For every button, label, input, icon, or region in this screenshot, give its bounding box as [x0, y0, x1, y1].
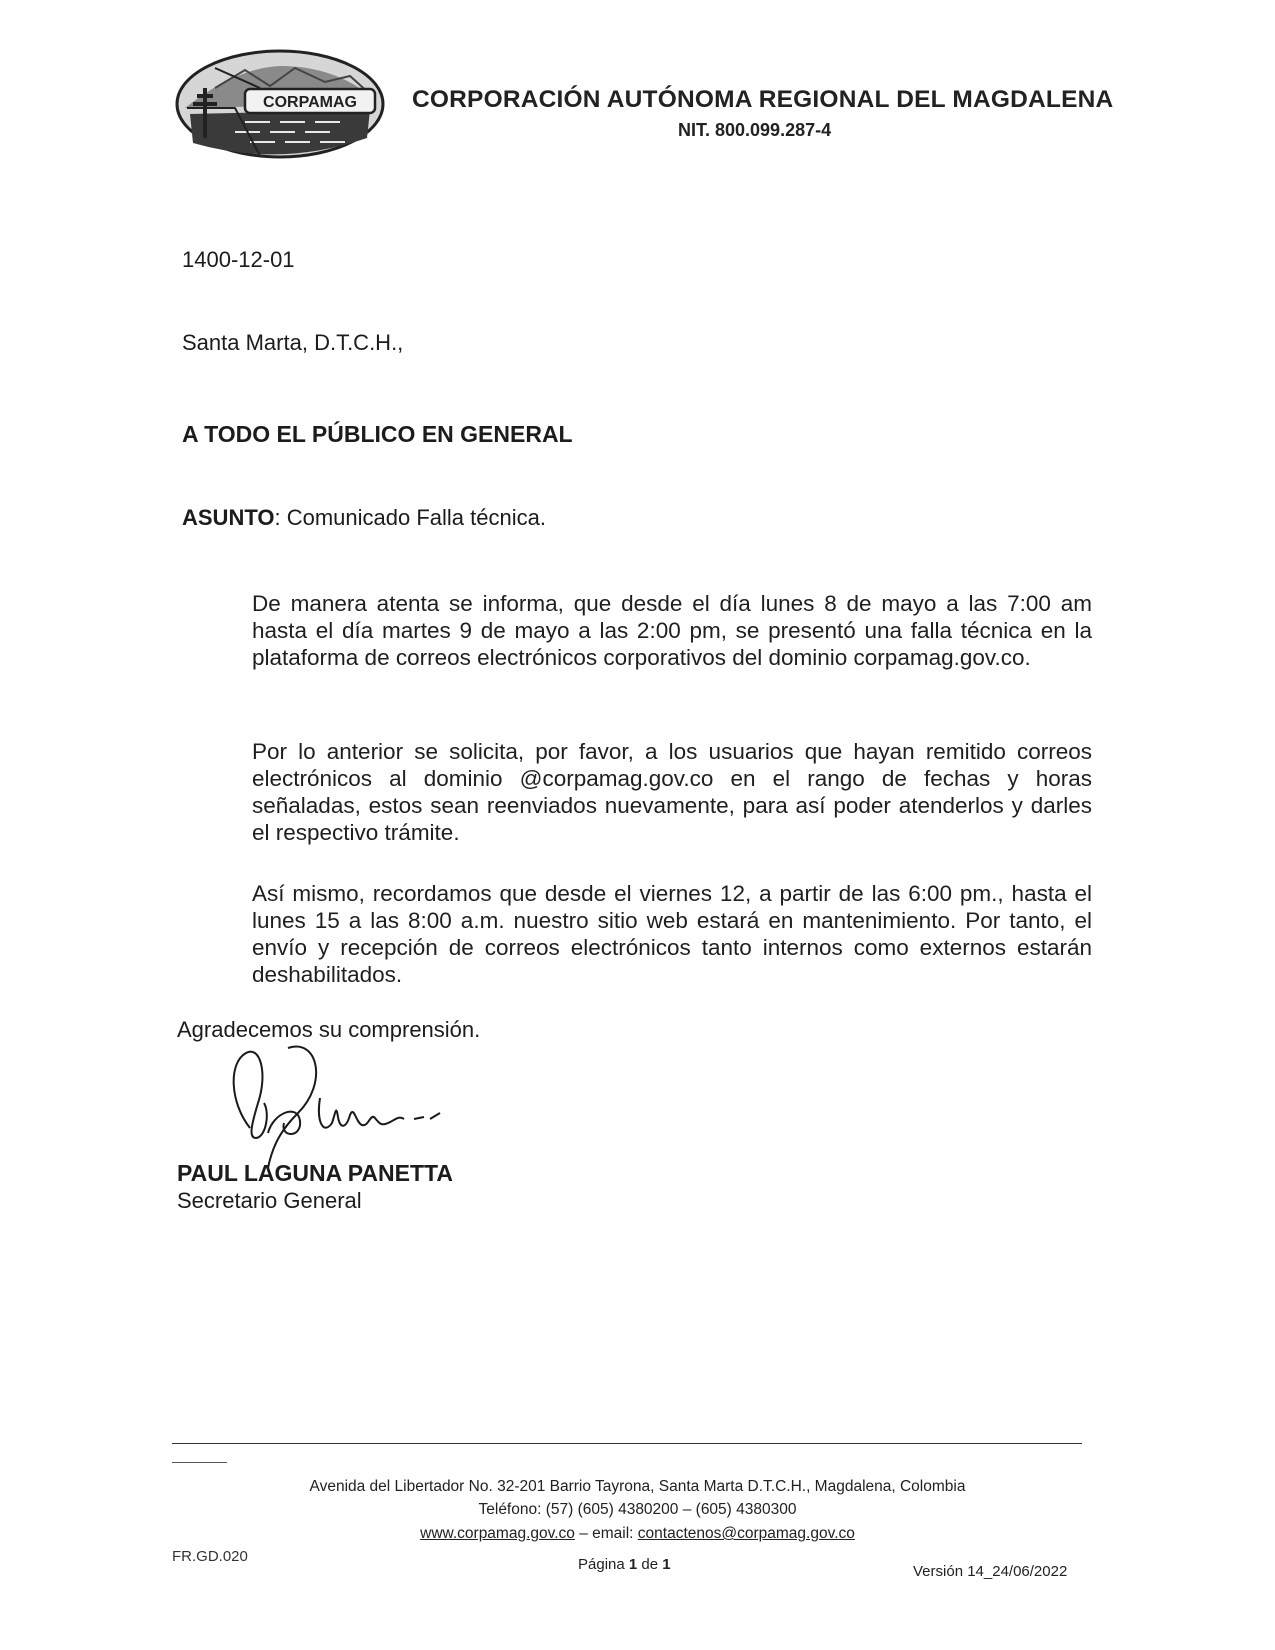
document-version: Versión 14_24/06/2022 — [913, 1563, 1068, 1580]
signer-name: PAUL LAGUNA PANETTA — [177, 1160, 453, 1186]
email-label: – email: — [574, 1525, 638, 1542]
form-code: FR.GD.020 — [172, 1548, 248, 1565]
closing-line: Agradecemos su comprensión. — [177, 1017, 481, 1042]
body-paragraph-3: Así mismo, recordamos que desde el viernes 12, a partir de las 6:00 pm., hasta el lunes 15 a las 8:00 a.m. nuestro sitio web estará en mantenimiento. Por tanto, el envío y recepción de correos electrónicos tanto internos como externos estarán deshabilitados. — [252, 881, 1092, 987]
svg-text:CORPAMAG: CORPAMAG — [263, 94, 357, 111]
body-paragraph-2: Por lo anterior se solicita, por favor, a los usuarios que hayan remitido correos electrónicos al dominio @corpamag.gov.co en el rango de fechas y horas señaladas, estos sean reenviados nuevamente, para así poder atenderlos y darles el respectivo trámite. — [252, 739, 1092, 845]
page-prefix: Página — [578, 1556, 629, 1573]
signer-title: Secretario General — [177, 1188, 362, 1213]
footer-divider-short — [172, 1462, 227, 1463]
page-mid: de — [637, 1556, 663, 1573]
recipient-line: A TODO EL PÚBLICO EN GENERAL — [182, 421, 573, 447]
subject-line — [182, 505, 546, 531]
footer-address: Avenida del Libertador No. 32-201 Barrio Tayrona, Santa Marta D.T.C.H., Magdalena, Colombia — [309, 1478, 966, 1495]
footer-contact — [0, 1525, 1275, 1543]
corpamag-logo — [175, 48, 385, 160]
page-current: 1 — [628, 1556, 638, 1573]
subject-label: ASUNTO — [182, 505, 275, 530]
footer-divider — [172, 1443, 1082, 1444]
subject-text: : Comunicado Falla técnica. — [274, 505, 546, 530]
handwritten-signature — [228, 1043, 458, 1173]
reference-number: 1400-12-01 — [182, 247, 295, 272]
email-link[interactable]: contactenos@corpamag.gov.co — [637, 1525, 855, 1542]
body-paragraph-1: De manera atenta se informa, que desde el día lunes 8 de mayo a las 7:00 am hasta el día martes 9 de mayo a las 2:00 pm, se presentó una falla técnica en la plataforma de correos electrónicos corporativos del dominio corpamag.gov.co. — [252, 591, 1092, 670]
website-link[interactable]: www.corpamag.gov.co — [420, 1525, 575, 1542]
page-total: 1 — [662, 1556, 671, 1573]
organization-name: CORPORACIÓN AUTÓNOMA REGIONAL DEL MAGDALENA — [412, 86, 1114, 113]
organization-nit: NIT. 800.099.287-4 — [678, 120, 832, 140]
footer-phone: Teléfono: (57) (605) 4380200 – (605) 4380300 — [478, 1501, 797, 1518]
city-line: Santa Marta, D.T.C.H., — [182, 330, 404, 355]
page-number — [578, 1556, 671, 1573]
